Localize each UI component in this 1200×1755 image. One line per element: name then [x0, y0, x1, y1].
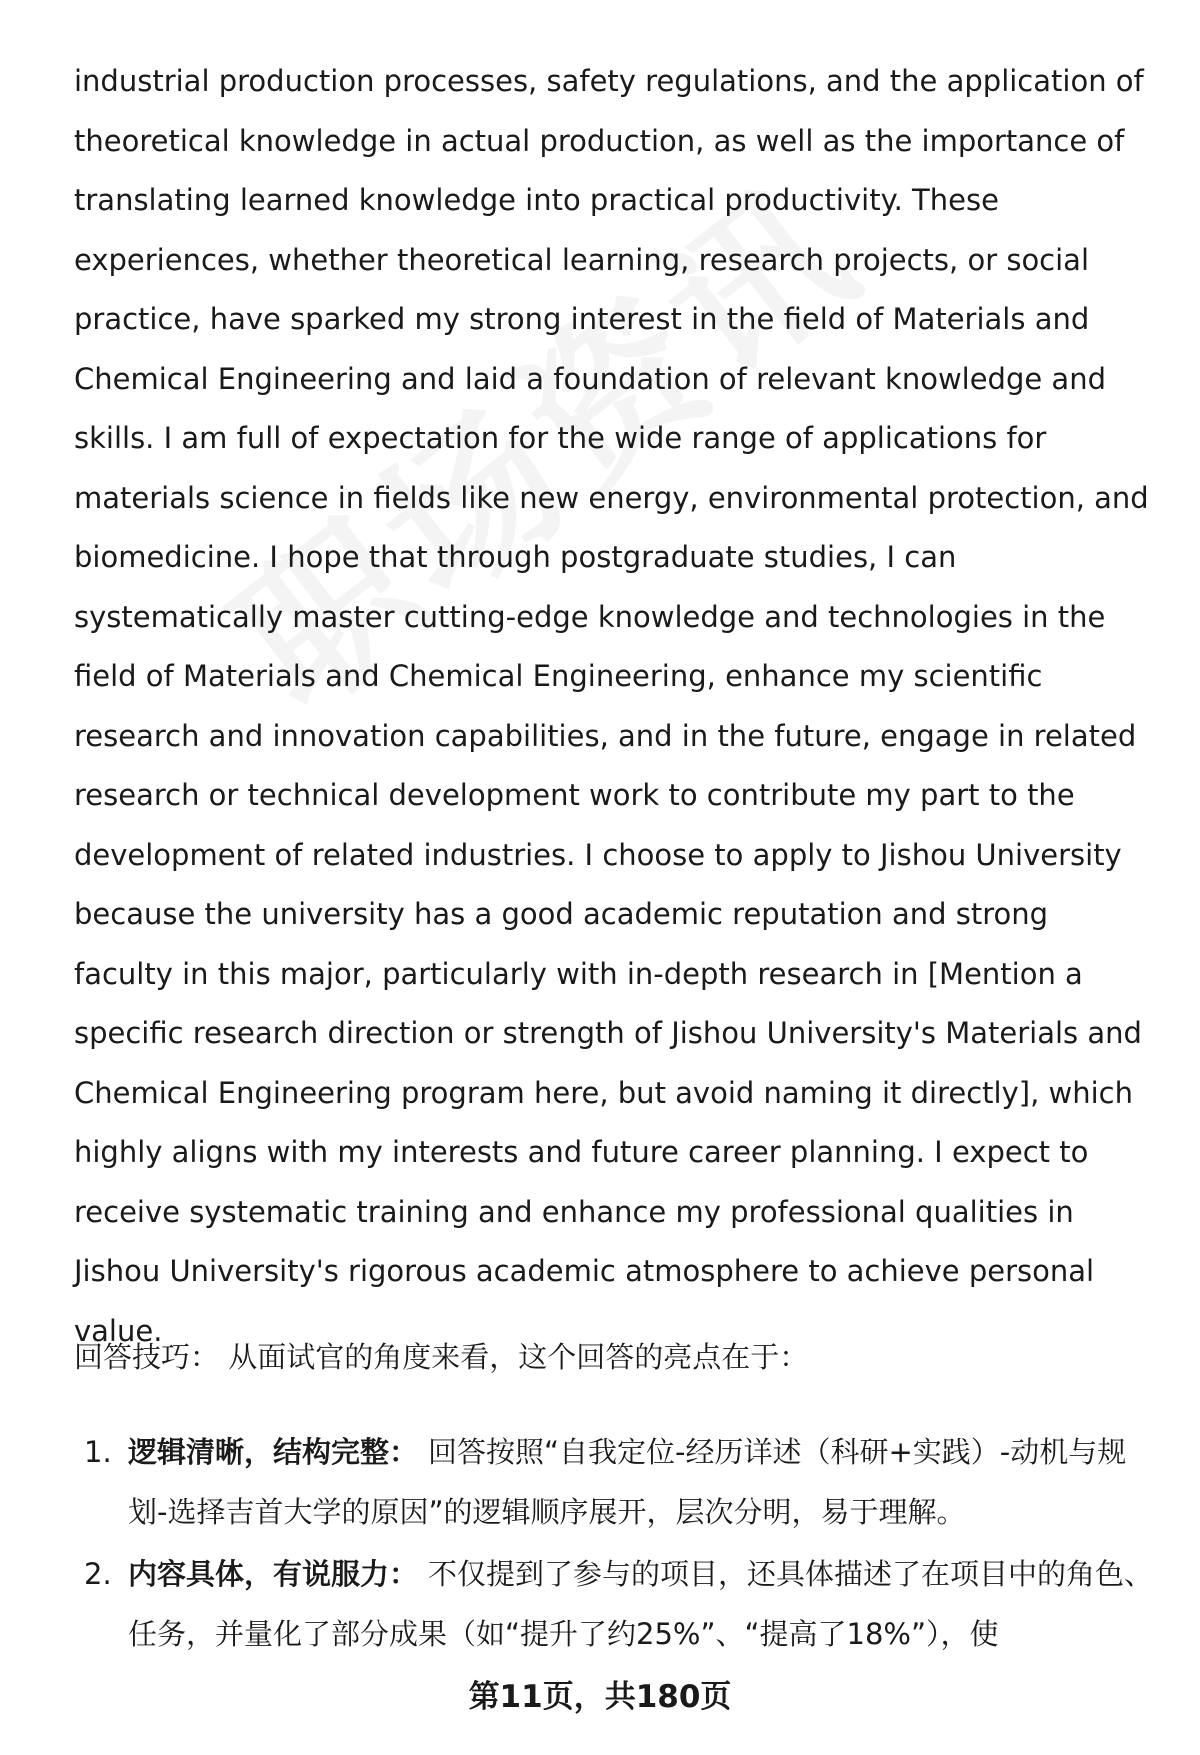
body-paragraph: industrial production processes, safety regulations, and the application of theoretical knowledge in actual production, as well as the importance of translating learned knowledge into practical productivity. These experiences, whether theoretical learning, research projects, or social practice, have sparked my strong interest in the field of Materials and Chemical Engineering and laid a foundation of relevant knowledge and skills. I am full of expectation for the wide range of applications for materials science in fields like new energy, environmental protection, and biomedicine. I hope that through postgraduate studies, I can systematically master cutting-edge knowledge and technologies in the field of Materials and Chemical Engineering, enhance my scientific research and innovation capabilities, and in the future, engage in related research or technical development work to contribute my part to the development of related industries. I choose to apply to Jishou University because the university has a good academic reputation and strong faculty in this major, particularly with in-depth research in [Mention a specific research direction or strength of Jishou University's Materials and Chemical Engineering program here, but avoid naming it directly], which highly aligns with my interests and future career planning. I expect to receive systematic training and enhance my professional qualities in Jishou University's rigorous academic atmosphere to achieve personal value. [74, 64, 1149, 1348]
list-item-text: 回答按照“自我定位-经历详述（科研+实践）-动机与规划-选择吉首大学的原因”的逻辑顺序展开，层次分明，易于理解。 [128, 1435, 1127, 1529]
page-number-footer: 第11页，共180页 [468, 1679, 732, 1715]
list-item-number: 2. [84, 1557, 112, 1591]
list-item-heading: 逻辑清晰，结构完整： [128, 1435, 419, 1469]
tips-intro: 回答技巧： 从面试官的角度来看，这个回答的亮点在于： [74, 1340, 809, 1374]
list-item [74, 1422, 1154, 1542]
list-item [74, 1544, 1154, 1664]
list-item-number: 1. [84, 1435, 112, 1469]
tips-list [74, 1422, 1154, 1666]
list-item-text: 不仅提到了参与的项目，还具体描述了在项目中的角色、任务，并量化了部分成果（如“提升了约25%”、“提高了18%”），使 [128, 1557, 1154, 1651]
list-item-heading: 内容具体，有说服力： [128, 1557, 419, 1591]
